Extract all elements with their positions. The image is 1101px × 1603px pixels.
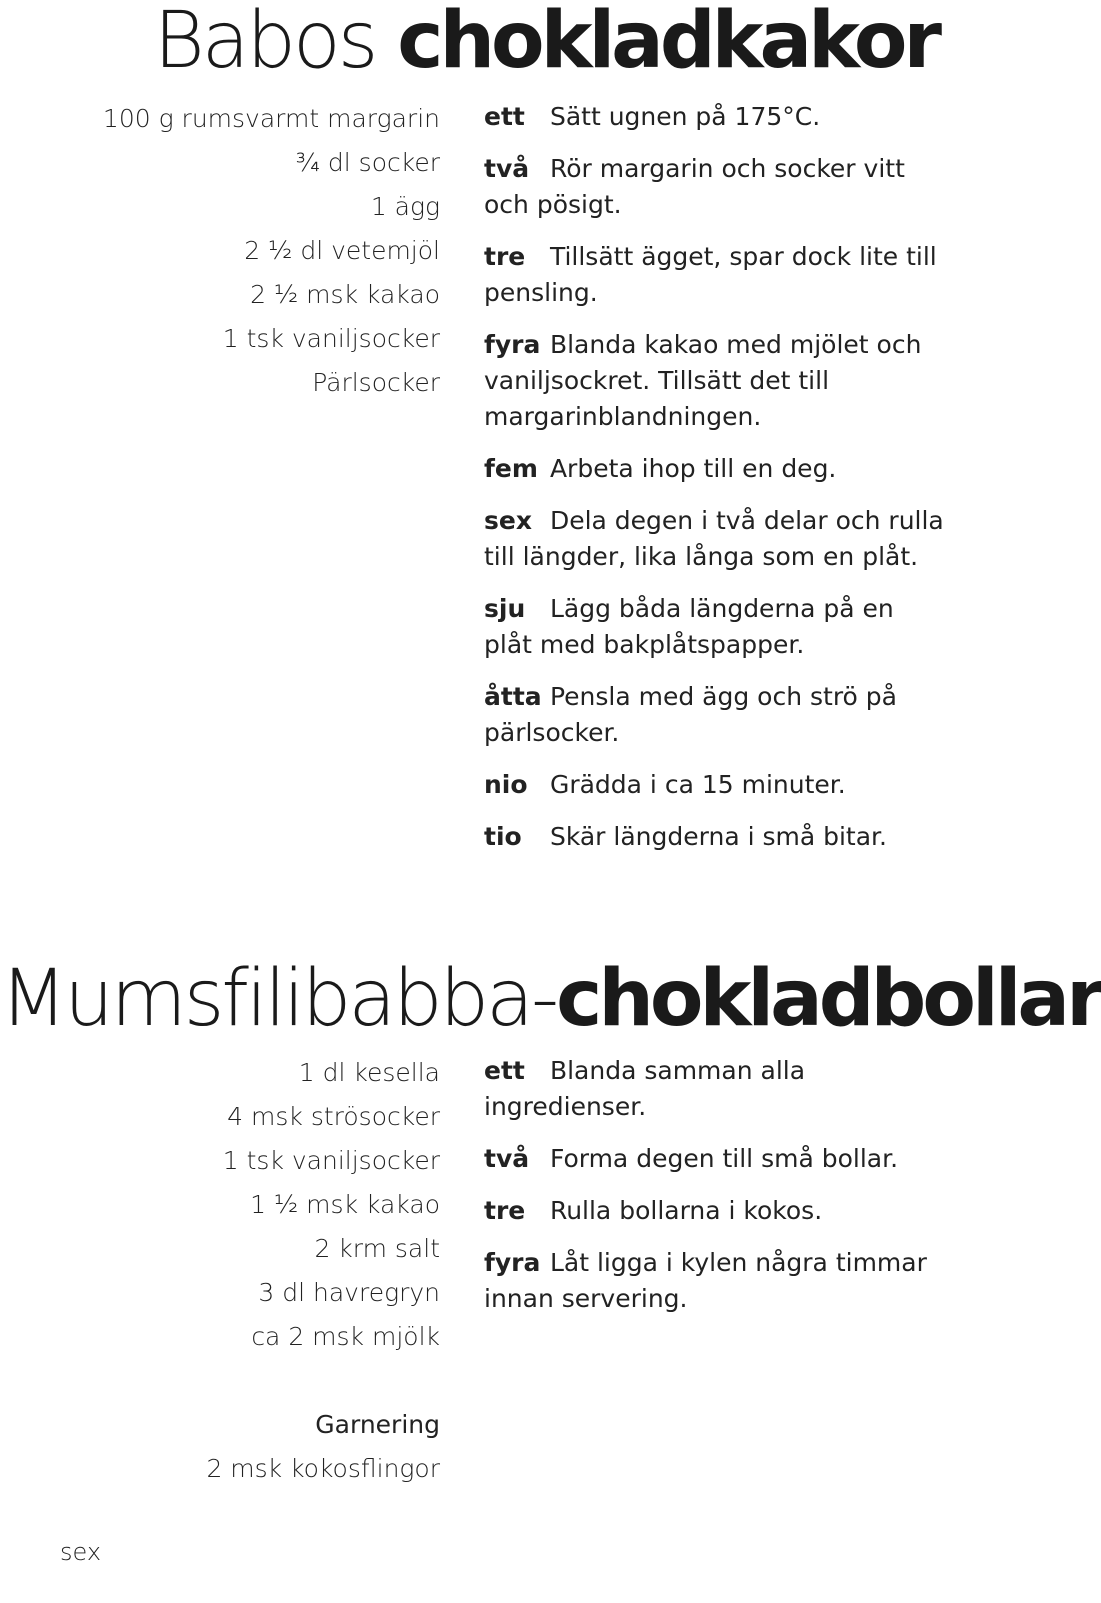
step-number: sex <box>484 506 532 535</box>
step-item <box>484 99 944 135</box>
step-text: Dela degen i två delar och rulla till längder, lika långa som en plåt. <box>484 506 944 571</box>
ingredient-list-mumsfilibabba <box>206 1051 440 1491</box>
title-light-part: Babos <box>153 0 398 86</box>
ingredient-item: 2 krm salt <box>314 1234 440 1263</box>
step-number: fem <box>484 454 538 483</box>
step-text: Pensla med ägg och strö på pärlsocker. <box>484 682 897 747</box>
ingredient-item: 100 g rumsvarmt margarin <box>102 104 440 133</box>
step-item <box>484 503 944 575</box>
recipe-title-babos <box>153 0 938 86</box>
step-text: Grädda i ca 15 minuter. <box>549 770 846 799</box>
ingredient-item: 2 ½ msk kakao <box>250 280 440 309</box>
ingredient-item: 3 dl havregryn <box>258 1278 440 1307</box>
step-number: tre <box>484 1196 526 1225</box>
step-number: tre <box>484 242 526 271</box>
garnish-item: 2 msk kokosflingor <box>206 1454 440 1483</box>
step-text: Lägg båda längderna på en plåt med bakplåtspapper. <box>484 594 894 659</box>
step-list-babos <box>484 99 944 871</box>
step-number: två <box>484 1144 530 1173</box>
ingredient-item: 1 tsk vaniljsocker <box>222 324 440 353</box>
ingredient-item: Pärlsocker <box>312 368 440 397</box>
step-item <box>484 1245 944 1317</box>
ingredient-item: 1 tsk vaniljsocker <box>222 1146 440 1175</box>
ingredient-list-babos <box>103 97 440 405</box>
step-text: Forma degen till små bollar. <box>549 1144 899 1173</box>
step-item <box>484 1053 944 1125</box>
ingredient-item: 4 msk strösocker <box>227 1102 440 1131</box>
title-bold-part: chokladbollar <box>556 954 1101 1044</box>
title-bold-part: chokladkakor <box>397 0 938 86</box>
step-text: Rulla bollarna i kokos. <box>549 1196 823 1225</box>
step-text: Arbeta ihop till en deg. <box>549 454 837 483</box>
ingredient-item: ¾ dl socker <box>295 148 440 177</box>
step-number: fyra <box>484 330 541 359</box>
step-number: nio <box>484 770 528 799</box>
title-light-part: Mumsfilibabba- <box>0 954 557 1044</box>
step-number: sju <box>484 594 526 623</box>
step-number: ett <box>484 1056 525 1085</box>
ingredient-item: 1 ägg <box>370 192 440 221</box>
step-text: Rör margarin och socker vitt och pösigt. <box>484 154 905 219</box>
step-text: Blanda kakao med mjölet och vaniljsockret. Tillsätt det till margarinblandningen. <box>484 330 922 431</box>
step-item <box>484 151 944 223</box>
step-text: Blanda samman alla ingredienser. <box>484 1056 806 1121</box>
step-item <box>484 1193 944 1229</box>
recipe-title-mumsfilibabba <box>0 954 1101 1044</box>
step-text: Tillsätt ägget, spar dock lite till pensling. <box>484 242 937 307</box>
ingredient-item: 1 dl kesella <box>298 1058 440 1087</box>
step-number: åtta <box>484 682 542 711</box>
step-item <box>484 239 944 311</box>
step-item <box>484 767 944 803</box>
step-item <box>484 591 944 663</box>
page-number: sex <box>60 1538 102 1566</box>
ingredient-item: ca 2 msk mjölk <box>251 1322 440 1351</box>
step-list-mumsfilibabba <box>484 1053 944 1333</box>
ingredient-item: 1 ½ msk kakao <box>250 1190 440 1219</box>
step-number: två <box>484 154 530 183</box>
step-number: ett <box>484 102 525 131</box>
step-text: Sätt ugnen på 175°C. <box>549 102 821 131</box>
step-text: Skär längderna i små bitar. <box>549 822 887 851</box>
step-item <box>484 451 944 487</box>
step-item <box>484 819 944 855</box>
step-number: tio <box>484 822 522 851</box>
step-text: Låt ligga i kylen några timmar innan servering. <box>484 1248 927 1313</box>
step-number: fyra <box>484 1248 541 1277</box>
garnish-heading: Garnering <box>315 1410 440 1439</box>
step-item <box>484 679 944 751</box>
ingredient-item: 2 ½ dl vetemjöl <box>244 236 440 265</box>
step-item <box>484 327 944 435</box>
step-item <box>484 1141 944 1177</box>
